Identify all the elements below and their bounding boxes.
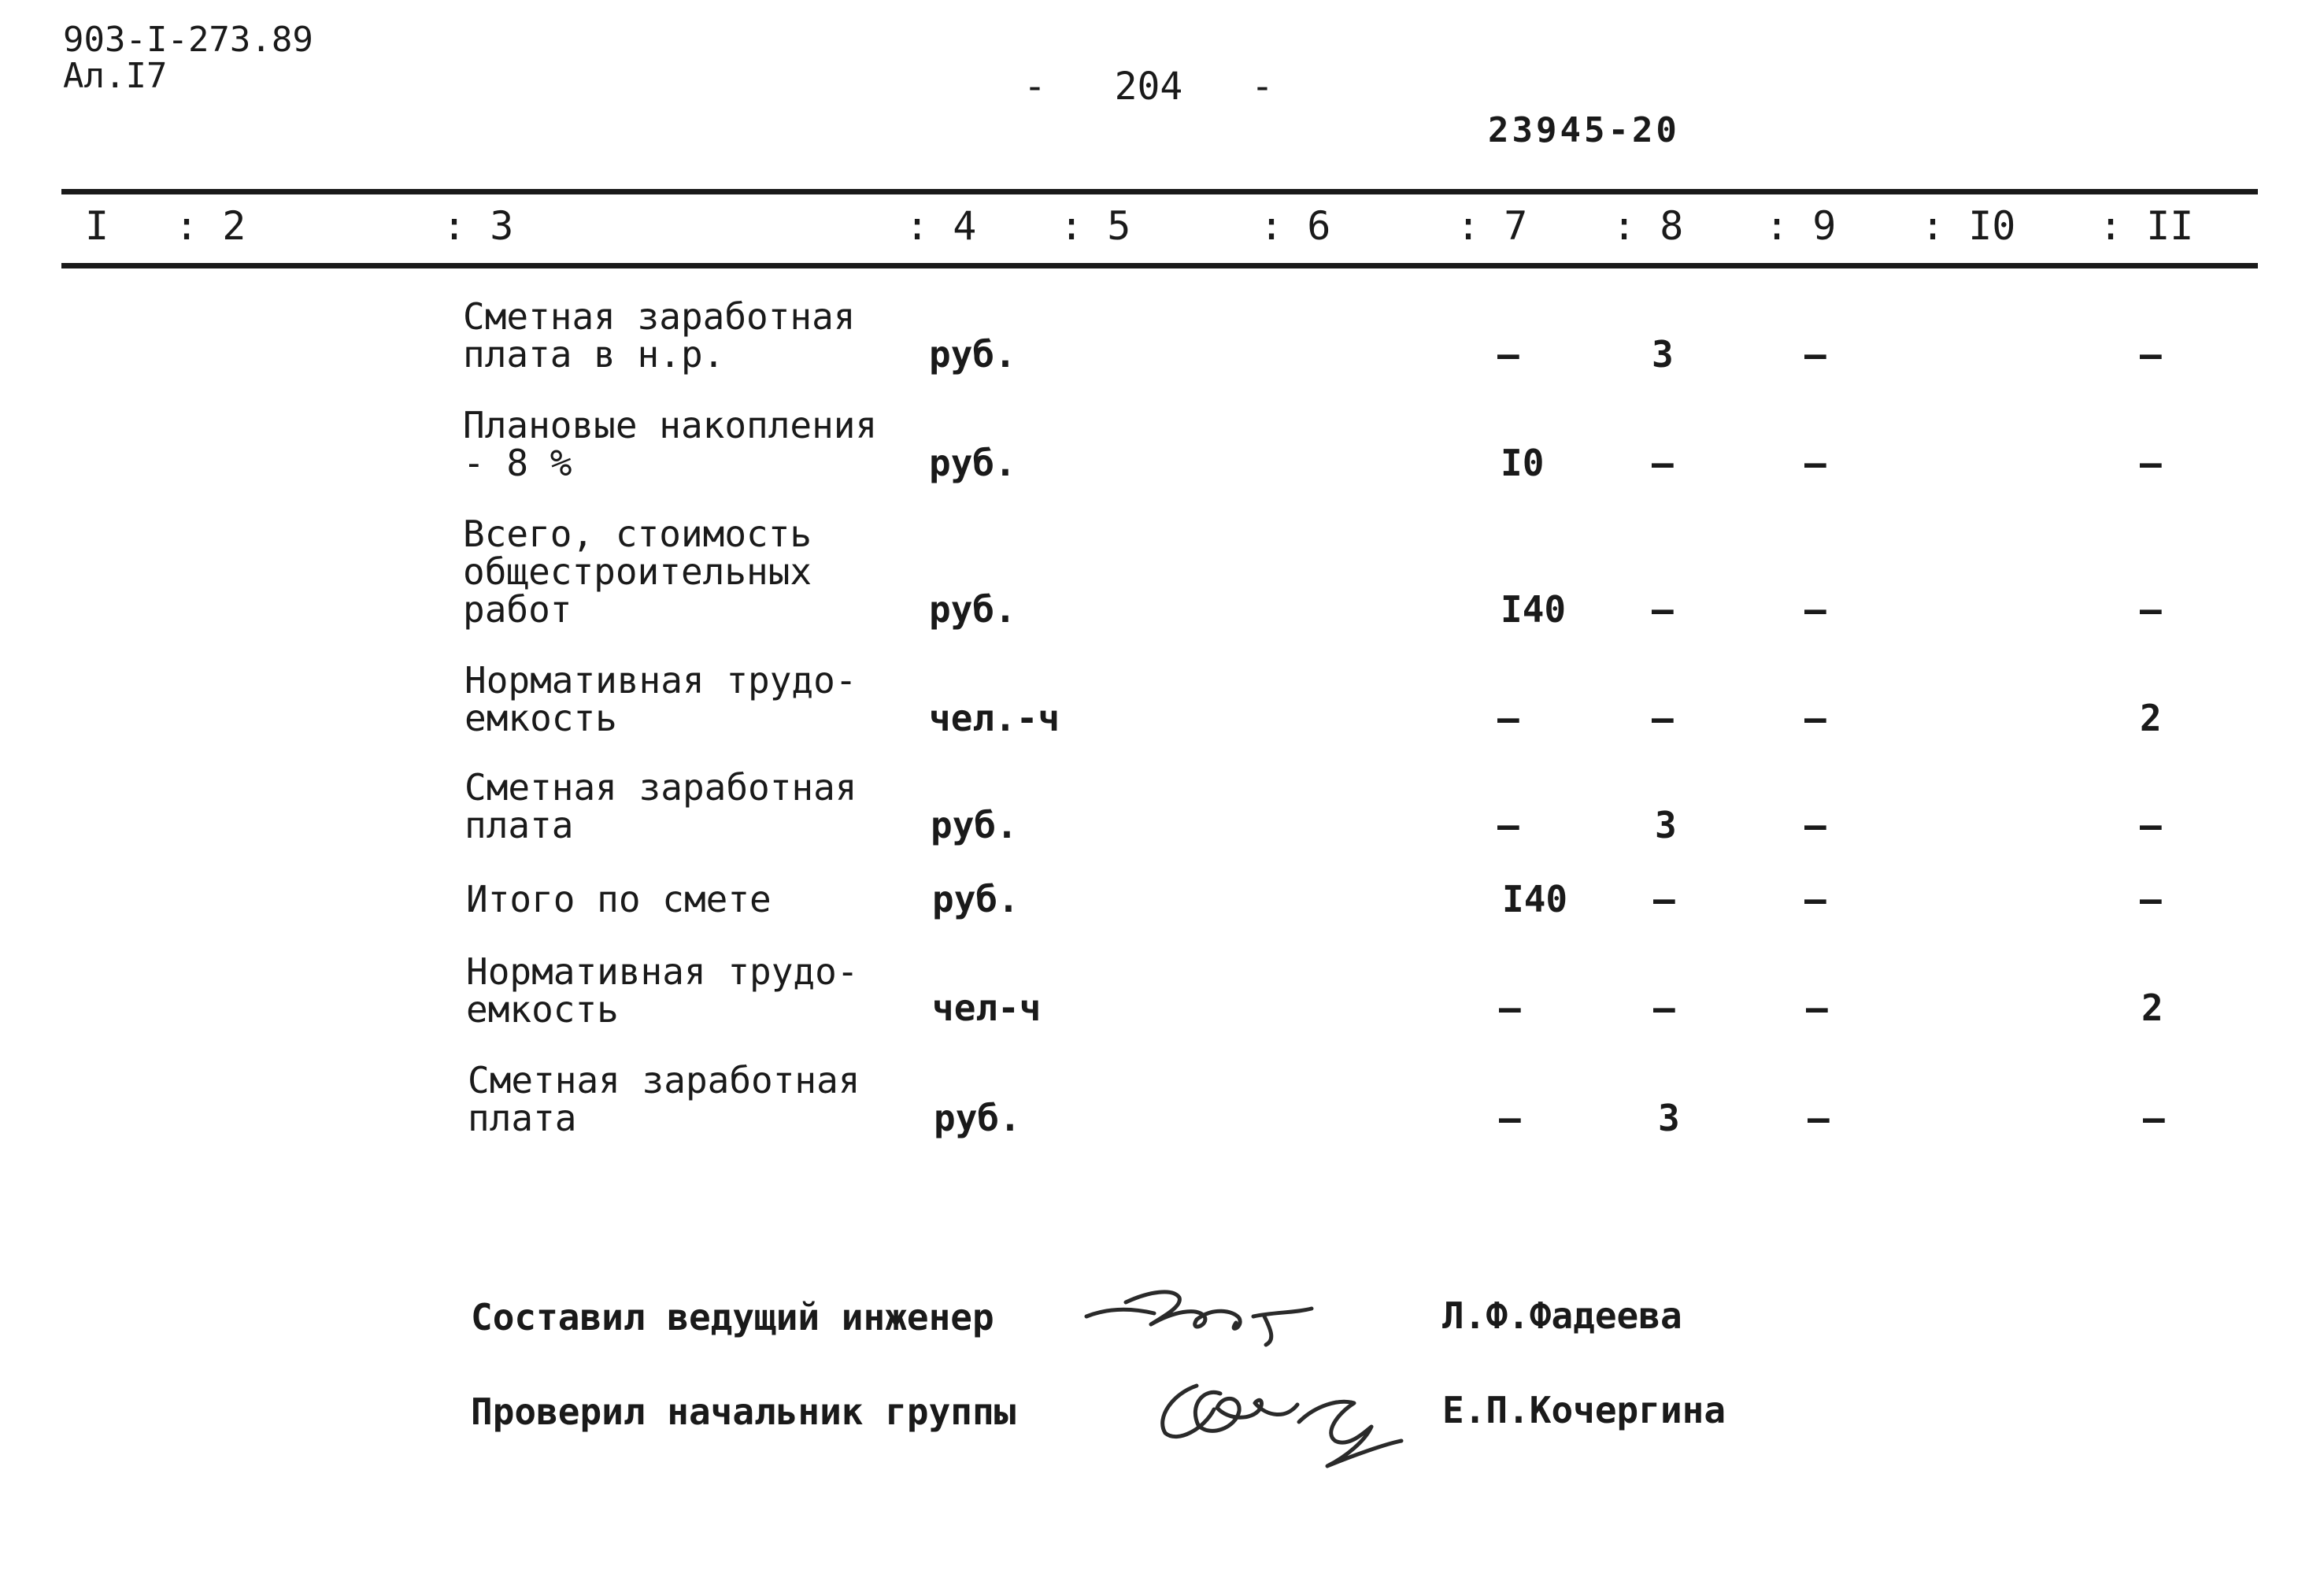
row-2-col7: I0 (1501, 442, 1545, 484)
row-6-description: Итого по смете (466, 878, 772, 920)
row-8-description: Сметная заработная плата (468, 1059, 860, 1139)
row-2-col8: – (1652, 442, 1674, 484)
column-header-10: : I0 (1921, 203, 2016, 249)
page-number: - 204 - (1023, 65, 1274, 109)
column-header-6: : 6 (1260, 203, 1331, 249)
row-5-description: Сметная заработная плата (464, 766, 857, 846)
column-header-8: : 8 (1612, 203, 1684, 249)
row-7-description: Нормативная трудо- емкость (466, 950, 859, 1031)
row-8-col9: – (1808, 1097, 1830, 1139)
row-2-unit: руб. (929, 442, 1016, 484)
row-6-unit: руб. (932, 878, 1020, 920)
row-1-description: Сметная заработная плата в н.р. (463, 295, 856, 376)
table-header-bottom-rule (61, 263, 2258, 268)
row-7-col9: – (1806, 987, 1828, 1029)
row-5-col8: 3 (1655, 804, 1677, 846)
column-header-1: I (85, 203, 109, 249)
row-3-unit: руб. (929, 588, 1016, 631)
row-3-description: Всего, стоимость общестроительных работ (463, 513, 812, 631)
row-4-col7: – (1497, 697, 1519, 739)
compiled-by-name: Л.Ф.Фадеева (1442, 1294, 1682, 1337)
row-1-unit: руб. (929, 333, 1016, 376)
row-1-col8: 3 (1652, 333, 1674, 376)
row-1-col7: – (1497, 333, 1519, 376)
row-3-col9: – (1804, 588, 1826, 631)
checked-by-label: Проверил начальник группы (471, 1390, 1016, 1433)
row-4-col8: – (1652, 697, 1674, 739)
column-header-9: : 9 (1765, 203, 1837, 249)
document-code-line1: 903-I-273.89 (63, 20, 313, 60)
column-header-3: : 3 (442, 203, 514, 249)
row-3-col8: – (1652, 588, 1674, 631)
row-8-col8: 3 (1658, 1097, 1680, 1139)
row-4-col11: 2 (2140, 697, 2162, 739)
row-5-col11: – (2140, 804, 2162, 846)
row-6-col8: – (1653, 878, 1675, 920)
column-header-5: : 5 (1060, 203, 1131, 249)
row-7-col11: 2 (2141, 987, 2163, 1029)
row-6-col7: I40 (1502, 878, 1568, 920)
compiled-by-label: Составил ведущий инженер (471, 1296, 994, 1338)
row-5-col7: – (1497, 804, 1519, 846)
row-8-col7: – (1499, 1097, 1521, 1139)
inventory-number: 23945-20 (1488, 110, 1680, 150)
column-header-11: : II (2099, 203, 2194, 249)
row-4-description: Нормативная трудо- емкость (464, 659, 857, 739)
row-1-col11: – (2140, 333, 2162, 376)
row-8-col11: – (2143, 1097, 2165, 1139)
row-7-unit: чел-ч (932, 987, 1042, 1029)
row-4-col9: – (1804, 697, 1826, 739)
compiled-signature-icon (1079, 1268, 1362, 1354)
row-7-col7: – (1499, 987, 1521, 1029)
row-5-unit: руб. (931, 804, 1018, 846)
column-header-2: : 2 (175, 203, 246, 249)
row-6-col9: – (1804, 878, 1826, 920)
row-2-description: Плановые накопления - 8 % (463, 404, 878, 484)
row-5-col9: – (1804, 804, 1826, 846)
row-3-col7: I40 (1501, 588, 1567, 631)
table-top-rule (61, 189, 2258, 194)
checked-by-name: Е.П.Кочергина (1442, 1389, 1726, 1431)
row-8-unit: руб. (934, 1097, 1021, 1139)
row-3-col11: – (2140, 588, 2162, 631)
checked-signature-icon (1142, 1362, 1456, 1480)
row-6-col11: – (2140, 878, 2162, 920)
row-7-col8: – (1653, 987, 1675, 1029)
column-header-7: : 7 (1456, 203, 1528, 249)
document-code-line2: Ал.I7 (63, 56, 168, 96)
row-2-col11: – (2140, 442, 2162, 484)
row-4-unit: чел.-ч (929, 697, 1060, 739)
row-2-col9: – (1804, 442, 1826, 484)
document-code (63, 22, 313, 94)
row-1-col9: – (1804, 333, 1826, 376)
column-header-4: : 4 (905, 203, 977, 249)
